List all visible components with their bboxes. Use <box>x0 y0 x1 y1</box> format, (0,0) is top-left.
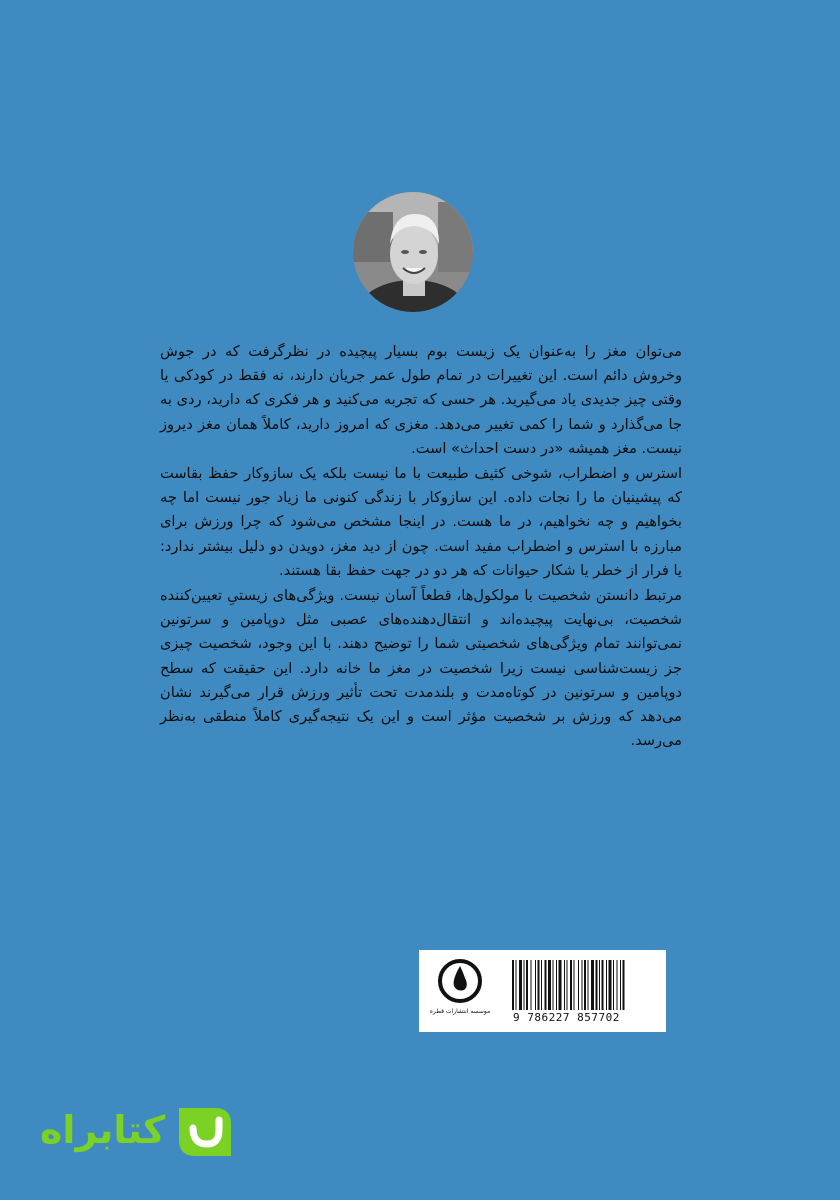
ketabrah-wordmark: کتابراه <box>40 1108 166 1152</box>
ketabrah-logo[interactable] <box>40 1094 241 1166</box>
isbn-barcode <box>511 960 657 1010</box>
book-description <box>160 340 682 754</box>
publisher-name: موسسه انتشارات قطره <box>429 1008 491 1015</box>
barcode-panel <box>419 950 666 1032</box>
description-paragraph-1: می‌توان مغز را به‌عنوان یک زیست بوم بسیار پیچیده در نظرگرفت که در جوش وخروش دائم است. این تغییرات در تمام طول عمر جریان دارند، نه فقط در کودکی یا وقتی چیز جدیدی یاد می‌گیرید. هر حسی که تجربه می‌کنید و هر فکری که دارید، ردی به جا می‌گذارد و شما را کمی تغییر می‌دهد. مغزی که امروز دارید، کاملاً همان مغز دیروز نیست. مغز همیشه «در دست احداث» است. <box>160 343 682 457</box>
publisher-logo <box>427 958 493 1024</box>
book-leaf-icon <box>169 1094 241 1166</box>
author-photo <box>353 192 473 312</box>
description-paragraph-2: استرس و اضطراب، شوخی کثیف طبیعت با ما نیست بلکه یک سازوکار حفظ بقاست که پیشینیان ما را نجات داده. این سازوکار با زندگی کنونی ما زیاد جور نیست اما چه بخواهیم و چه نخواهیم، در ما هست. در اینجا مشخص می‌شود که چرا ورزش برای مبارزه با استرس و اضطراب مفید است. چون از دید مغز، دویدن دو دلیل بیشتر ندارد: یا فرار از خطر یا شکار حیوانات که هر دو در جهت حفظ بقا هستند. <box>160 465 682 579</box>
isbn-number: 9 786227 857702 <box>513 1011 620 1024</box>
publisher-drop-icon <box>437 958 483 1004</box>
description-paragraph-3: مرتبط دانستن شخصیت با مولکول‌ها، قطعاً آسان نیست. ویژگی‌های زیستیِ تعیین‌کننده شخصیت، بی‌نهایت پیچیده‌اند و انتقال‌دهنده‌های عصبی مثل دوپامین و سرتونین نمی‌توانند تمام ویژگی‌های شخصیتی شما را توضیح دهند. با این وجود، شخصیت چیزی جز زیست‌شناسی نیست زیرا شخصیت در مغز ما خانه دارد. این حقیقت که سطح دوپامین و سرتونین در کوتاه‌مدت و بلندمدت تحت تأثیر ورزش قرار می‌گیرند نشان می‌دهد که ورزش بر شخصیت مؤثر است و این یک نتیجه‌گیری کاملاً منطقی به‌نظر می‌رسد. <box>160 587 682 750</box>
author-portrait-image <box>353 192 473 312</box>
